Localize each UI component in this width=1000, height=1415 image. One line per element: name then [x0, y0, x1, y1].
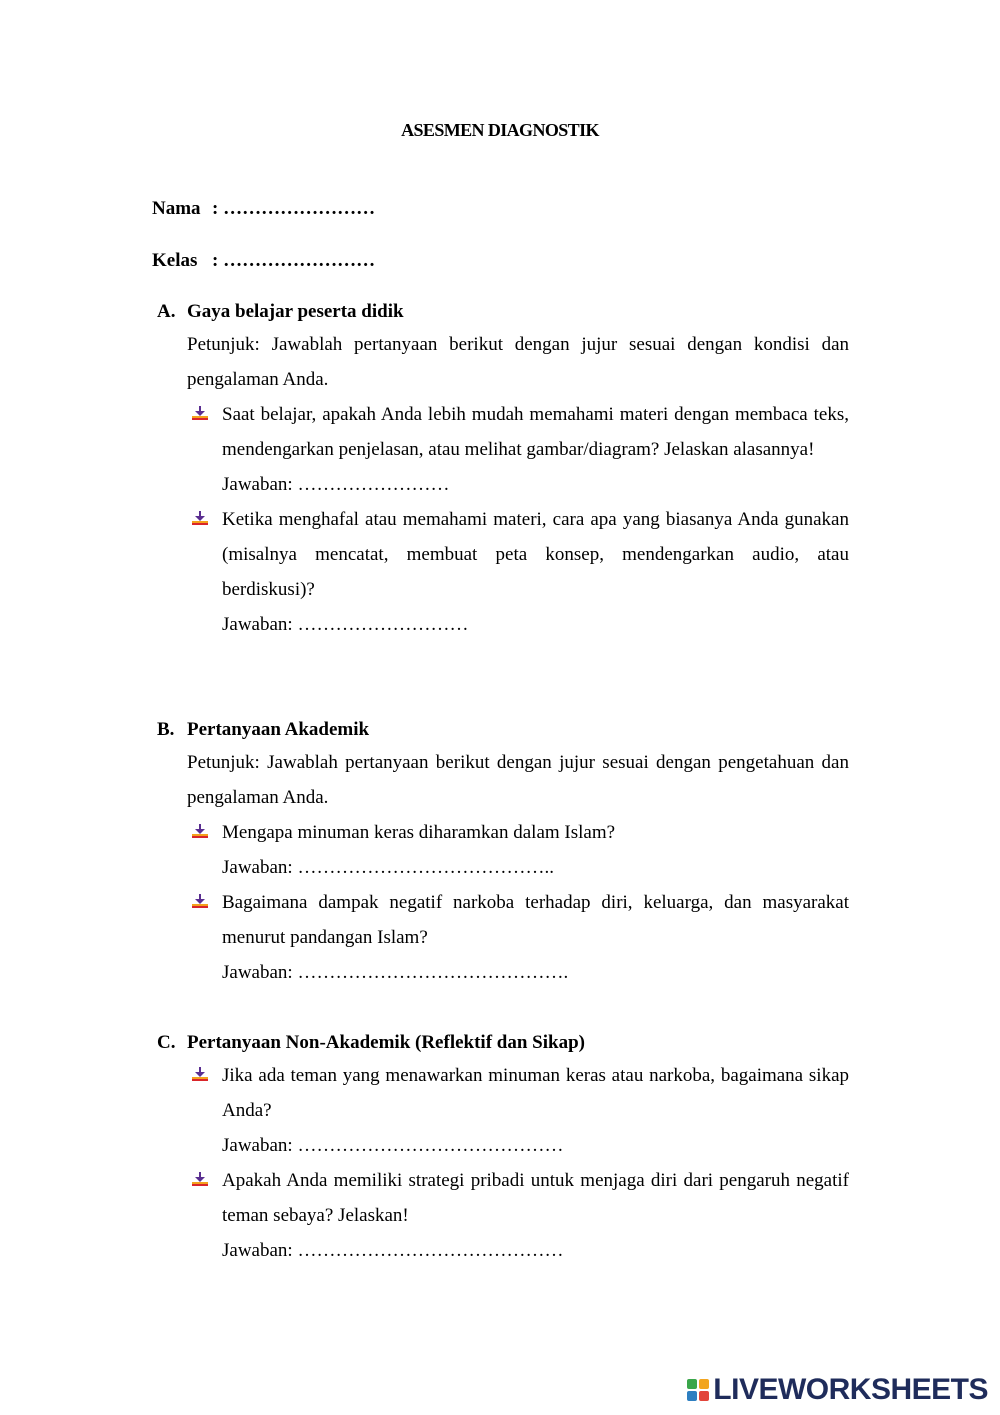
section-b [152, 715, 852, 990]
arrow-bullet-icon [192, 1067, 208, 1083]
section-title: Pertanyaan Non-Akademik (Reflektif dan Sikap) [187, 1032, 585, 1053]
section-heading [152, 715, 852, 745]
section-letter: C. [157, 1032, 176, 1053]
question-item [222, 885, 849, 990]
question-item [222, 815, 849, 885]
answer-field[interactable]: Jawaban: ………………………………….. [222, 857, 554, 878]
arrow-bullet-icon [192, 824, 208, 840]
section-instruction: Petunjuk: Jawablah pertanyaan berikut dengan jujur sesuai dengan kondisi dan pengalaman Anda. [187, 334, 849, 390]
name-label: Nama [152, 198, 201, 219]
question-text: Mengapa minuman keras diharamkan dalam Islam? [222, 822, 616, 843]
answer-field[interactable]: Jawaban: …………………………………… [222, 1135, 564, 1156]
answer-field[interactable]: Jawaban: …………………… [222, 474, 450, 495]
question-text: Bagaimana dampak negatif narkoba terhadap diri, keluarga, dan masyarakat menurut pandangan Islam? [222, 892, 849, 948]
question-item [222, 1163, 849, 1268]
question-text: Saat belajar, apakah Anda lebih mudah memahami materi dengan membaca teks, mendengarkan penjelasan, atau melihat gambar/diagram? Jelaskan alasannya! [222, 404, 849, 460]
liveworksheets-logo-icon [687, 1379, 709, 1401]
section-heading [152, 297, 852, 327]
answer-field[interactable]: Jawaban: ……………………… [222, 614, 469, 635]
arrow-bullet-icon [192, 1172, 208, 1188]
liveworksheets-logo [687, 1372, 988, 1408]
section-a [152, 297, 852, 642]
answer-field[interactable]: Jawaban: …………………………………… [222, 1240, 564, 1261]
liveworksheets-wordmark: LIVEWORKSHEETS [713, 1373, 988, 1406]
arrow-bullet-icon [192, 894, 208, 910]
question-item [222, 502, 849, 642]
section-letter: B. [157, 719, 175, 740]
answer-field[interactable]: Jawaban: ……………………………………. [222, 962, 569, 983]
name-field[interactable]: : …………………… [212, 198, 376, 219]
logo-square-icon [687, 1391, 697, 1401]
class-label: Kelas [152, 250, 198, 271]
name-field-row [152, 198, 375, 220]
class-field-row [152, 250, 375, 272]
section-title: Pertanyaan Akademik [187, 719, 370, 740]
question-item [222, 1058, 849, 1163]
page-title: ASESMEN DIAGNOSTIK [401, 120, 599, 140]
section-letter: A. [157, 301, 176, 322]
logo-square-icon [687, 1379, 697, 1389]
question-text: Ketika menghafal atau memahami materi, cara apa yang biasanya Anda gunakan (misalnya mencatat, membuat peta konsep, mendengarkan audio, atau berdiskusi)? [222, 509, 849, 600]
logo-square-icon [699, 1379, 709, 1389]
section-instruction: Petunjuk: Jawablah pertanyaan berikut dengan jujur sesuai dengan pengetahuan dan pengalaman Anda. [187, 752, 849, 808]
arrow-bullet-icon [192, 511, 208, 527]
question-text: Jika ada teman yang menawarkan minuman keras atau narkoba, bagaimana sikap Anda? [222, 1065, 849, 1121]
section-heading [152, 1028, 852, 1058]
logo-square-icon [699, 1391, 709, 1401]
question-item [222, 397, 849, 502]
question-text: Apakah Anda memiliki strategi pribadi untuk menjaga diri dari pengaruh negatif teman sebaya? Jelaskan! [222, 1170, 849, 1226]
arrow-bullet-icon [192, 406, 208, 422]
class-field[interactable]: : …………………… [212, 250, 376, 271]
section-title: Gaya belajar peserta didik [187, 301, 404, 322]
section-c [152, 1028, 852, 1268]
